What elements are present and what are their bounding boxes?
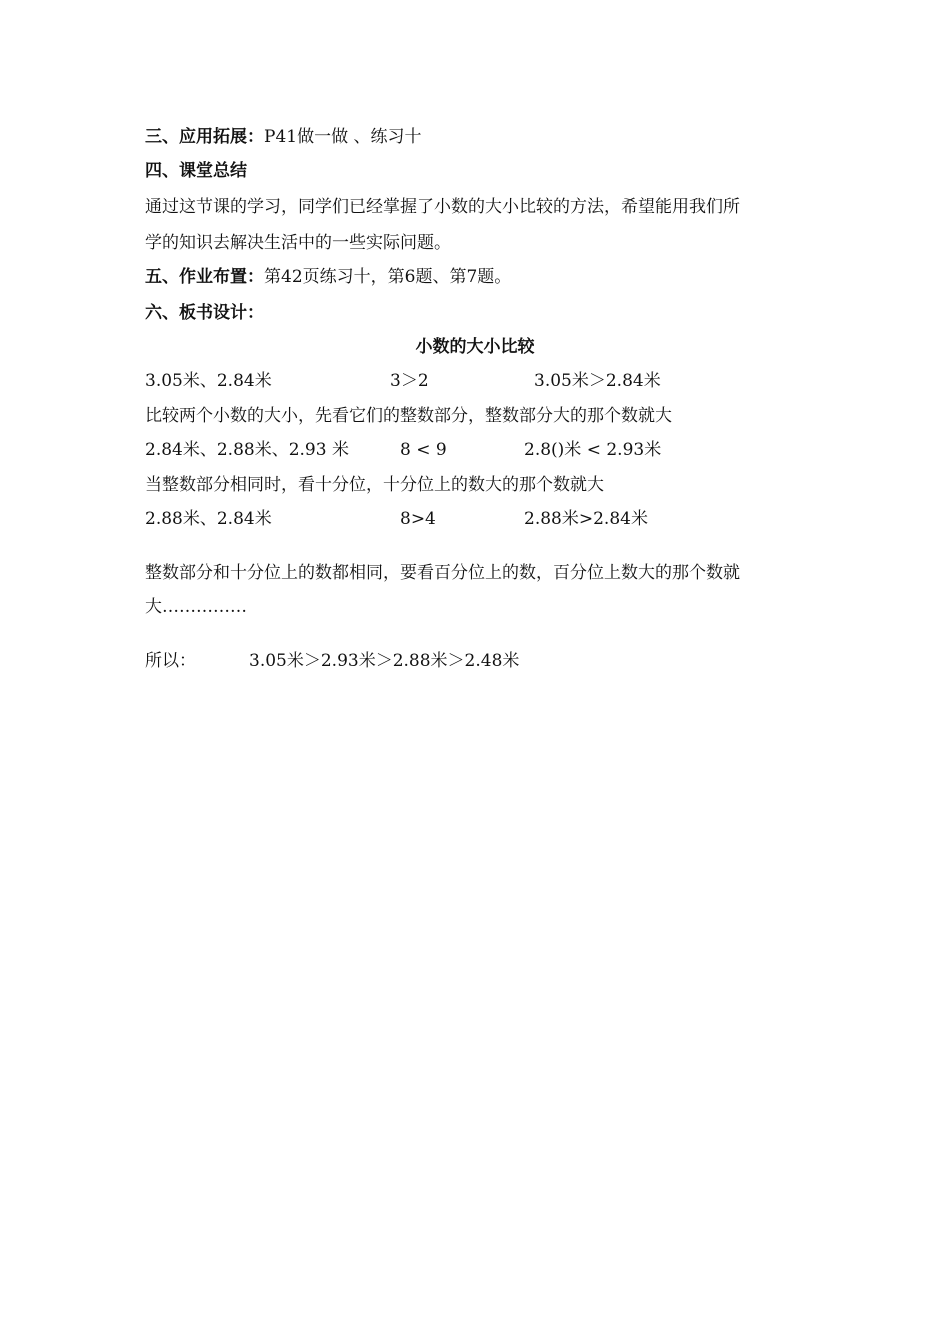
row1-col2: 3＞2 <box>390 371 429 391</box>
row3-col2: 8>4 <box>400 509 436 529</box>
row3-col1: 2.88米、2.84米 <box>145 509 272 529</box>
conclusion-label: 所以： <box>145 651 196 671</box>
section-5-line <box>145 266 511 288</box>
section-5-text: 第42页练习十，第6题、第7题。 <box>264 267 512 287</box>
summary-paragraph-line-2: 学的知识去解决生活中的一些实际问题。 <box>145 233 451 253</box>
row2-col1: 2.84米、2.88米、2.93 米 <box>145 440 349 460</box>
row1-col3: 3.05米＞2.84米 <box>534 371 661 391</box>
row3-col3: 2.88米>2.84米 <box>524 509 648 529</box>
rule-1: 比较两个小数的大小，先看它们的整数部分，整数部分大的那个数就大 <box>145 406 672 426</box>
row1-col1: 3.05米、2.84米 <box>145 371 272 391</box>
row2-col2: 8 < 9 <box>400 440 447 460</box>
board-title: 小数的大小比较 <box>415 337 535 357</box>
summary-paragraph-line-1: 通过这节课的学习，同学们已经掌握了小数的大小比较的方法，希望能用我们所 <box>145 197 740 217</box>
rule-2: 当整数部分相同时，看十分位，十分位上的数大的那个数就大 <box>145 475 604 495</box>
section-3-heading: 三、应用拓展： <box>145 127 264 147</box>
section-3-text: P41做一做 、练习十 <box>264 127 422 147</box>
section-5-heading: 五、作业布置： <box>145 267 264 287</box>
rule-3-line-2: 大…………… <box>145 597 247 617</box>
conclusion-text: 3.05米＞2.93米＞2.88米＞2.48米 <box>249 651 520 671</box>
row2-col3: 2.8()米 < 2.93米 <box>524 440 662 460</box>
section-6-heading: 六、板书设计： <box>145 303 264 323</box>
section-3-line <box>145 126 421 148</box>
rule-3-line-1: 整数部分和十分位上的数都相同，要看百分位上的数，百分位上数大的那个数就 <box>145 563 740 583</box>
section-4-heading: 四、课堂总结 <box>145 161 247 181</box>
